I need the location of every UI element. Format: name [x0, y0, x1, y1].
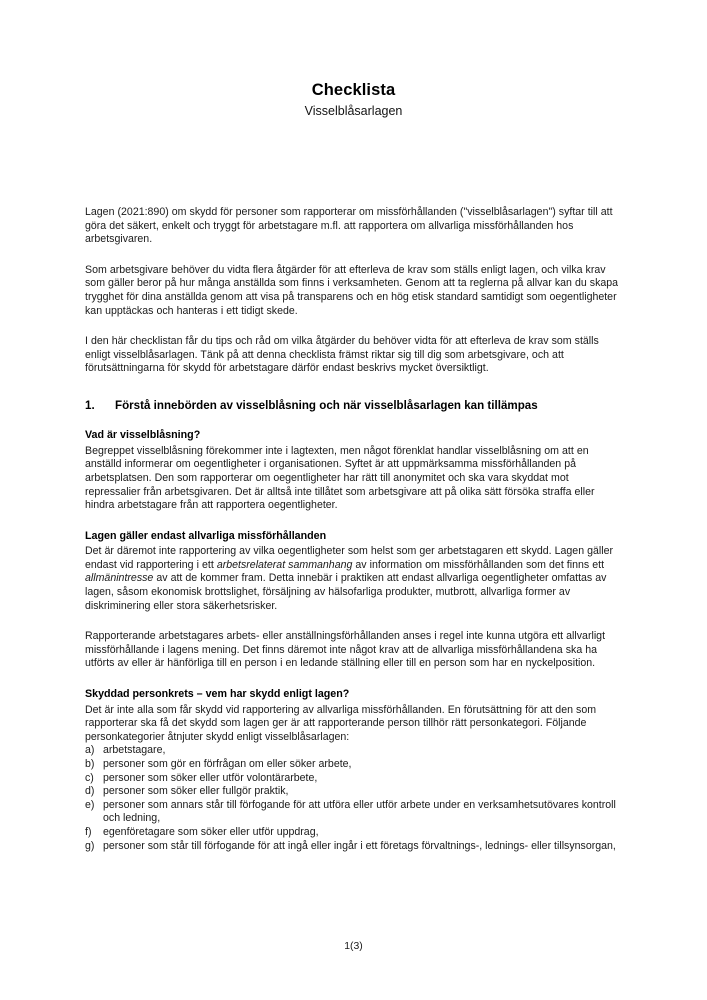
- subsection-vad-ar-visselblasning: [85, 429, 626, 513]
- list-item-text: personer som söker eller utför volontärarbete,: [103, 771, 318, 784]
- subsection-skyddad-personkrets: [85, 688, 626, 853]
- document-header: [0, 80, 707, 119]
- list-item-text: personer som söker eller fullgör praktik,: [103, 785, 289, 798]
- section-1-heading-text: Förstå innebörden av visselblåsning och när visselblåsarlagen kan tillämpas: [115, 398, 538, 412]
- list-item-marker: b): [85, 758, 95, 771]
- list-item-marker: c): [85, 771, 94, 784]
- subsection-1-body: Begreppet visselblåsning förekommer inte i lagtexten, men något förenklat handlar visselblåsning om att en anställd informerar om oegentligheter i organisationen. Syftet är att uppmärksamma missförhållanden på arbetsplatsen. Den som rapporterar om oegentligheter har rätt till anonymitet och ska vara skyddat mot repressalier från arbetsgivaren. Det är alltså inte tillåtet som arbetsgivare att på olika sätt försöka straffa eller hindra arbetstagare från att rapportera oegentligheter.: [85, 444, 595, 512]
- list-item-marker: f): [85, 825, 92, 838]
- subsection-2-body-2: Rapporterande arbetstagares arbets- eller anställningsförhållanden anses i regel inte kunna utgöra ett allvarligt missförhållande i lagens mening. Det finns däremot inte något krav att de allvarliga missförhållandena ska ha utförts av eller är hänförliga till en person i en ledande ställning eller till en person som har en nyckelposition.: [85, 630, 606, 670]
- list-item-marker: a): [85, 744, 95, 757]
- section-1-number: 1.: [85, 398, 95, 412]
- page-number: 1(3): [344, 941, 363, 952]
- list-item-text: personer som gör en förfrågan om eller söker arbete,: [103, 758, 352, 771]
- list-item-text: arbetstagare,: [103, 744, 166, 757]
- subsection-2-italic-1: arbetsrelaterat sammanhang: [216, 558, 353, 571]
- document-body: [85, 206, 626, 853]
- list-item-text: personer som annars står till förfogande för att utföra eller utför arbete under en verksamhetsutövares kontroll och ledning,: [103, 798, 616, 825]
- subsection-allvarliga-missforhallanden: [85, 530, 626, 671]
- list-item: [85, 785, 626, 799]
- list-item-text: egenföretagare som söker eller utför uppdrag,: [103, 825, 319, 838]
- list-item: [85, 840, 626, 854]
- intro-paragraph-2: Som arbetsgivare behöver du vidta flera åtgärder för att efterleva de krav som ställs enligt lagen, och vilka krav som gäller beror på hur många anställda som finns i verksamheten. Genom att ta reglerna på allvar kan du skapa trygghet för dina anställda genom att visa på transparens och en hög etisk standard samtidigt som oegentligheter kan upptäckas och hanteras i ett tidigt skede.: [85, 263, 619, 317]
- list-item: [85, 799, 626, 826]
- section-1-heading: [85, 398, 626, 413]
- list-item: [85, 826, 626, 840]
- list-item-text: personer som står till förfogande för att ingå eller ingår i ett företags förvaltnings-, lednings- eller tillsynsorgan,: [103, 839, 616, 852]
- list-item: [85, 772, 626, 786]
- subsection-3-body: Det är inte alla som får skydd vid rapportering av allvarliga missförhållanden. En förutsättning för att den som rapporterar ska få det skydd som lagen ger är att rapporterande person tillhör rätt personkategori. Följande personkategorier åtnjuter skydd enligt visselblåsarlagen:: [85, 703, 597, 743]
- list-item-marker: e): [85, 798, 95, 811]
- list-item: [85, 758, 626, 772]
- list-item: [85, 744, 626, 758]
- personkategorier-list: [85, 744, 626, 853]
- subsection-3-heading: Skyddad personkrets – vem har skydd enligt lagen?: [85, 688, 350, 701]
- subsection-2-body-1: [85, 545, 626, 613]
- page-footer: [0, 940, 707, 953]
- intro-paragraph-1: Lagen (2021:890) om skydd för personer som rapporterar om missförhållanden ("visselblåsarlagen") syftar till att göra det säkert, enkelt och tryggt för arbetstagare m.fl. att rapportera om allvarliga missförhållanden hos arbetsgivaren.: [85, 206, 613, 246]
- page-subtitle: Visselblåsarlagen: [304, 103, 403, 118]
- subsection-2-text-part-3: av att de kommer fram. Detta innebär i praktiken att endast allvarliga oegentligheter omfattas av lagen, såsom ekonomisk brottslighet, försäljning av hälsofarliga produkter, mutbrott, allvarliga former av diskriminering eller stora säkerhetsrisker.: [85, 572, 607, 612]
- intro-paragraph-3: I den här checklistan får du tips och råd om vilka åtgärder du behöver vidta för att efterleva de krav som ställs enligt visselblåsarlagen. Tänk på att denna checklista främst riktar sig till dig som arbetsgivare, och att förutsättningarna för skydd för arbetstagare därför endast beskrivs mycket översiktligt.: [85, 335, 599, 375]
- list-item-marker: g): [85, 839, 95, 852]
- list-item-marker: d): [85, 785, 95, 798]
- page-title: Checklista: [311, 81, 396, 99]
- subsection-2-text-part-2: av information om missförhållanden som det finns ett: [352, 558, 605, 571]
- subsection-2-text-part-1: Det är däremot inte rapportering av vilka oegentligheter som helst som ger arbetstagaren ett skydd. Lagen gäller endast vid rapportering i ett: [85, 545, 614, 571]
- subsection-1-heading: Vad är visselblåsning?: [85, 429, 201, 442]
- subsection-2-italic-2: allmänintresse: [85, 572, 154, 585]
- subsection-2-heading: Lagen gäller endast allvarliga missförhållanden: [85, 529, 327, 542]
